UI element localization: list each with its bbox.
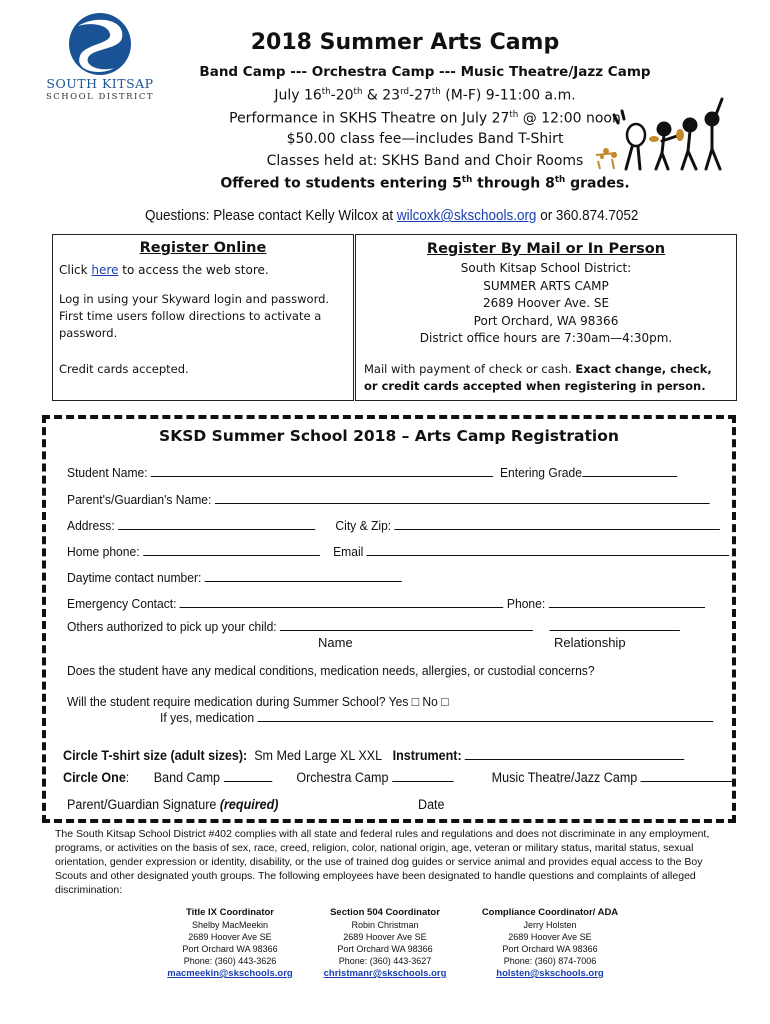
student-name-row: Student Name: Entering Grade (67, 464, 677, 480)
city-zip-field[interactable] (395, 517, 720, 530)
date-label: Date (418, 797, 445, 812)
coordinator-section-504: Section 504 Coordinator Robin Christman 2689 Hoover Ave SE Port Orchard WA 98366 Phone: (360) 443-3627 christmanr@skschools.org (323, 907, 447, 979)
coordinator-title-ix: Title IX Coordinator Shelby MacMeekin 2689 Hoover Ave SE Port Orchard WA 98366 Phone: (360) 443-3626 macmeekin@skschools.org (167, 907, 293, 979)
music-theatre-option[interactable]: Music Theatre/Jazz Camp (491, 770, 638, 785)
instrument-field[interactable] (465, 747, 684, 760)
signature-row: Parent/Guardian Signature (required) (67, 797, 279, 812)
contact-email-link[interactable]: wilcoxk@skschools.org (396, 208, 537, 224)
parent-name-row: Parent's/Guardian's Name: (67, 491, 710, 507)
band-camp-option[interactable]: Band Camp (153, 770, 221, 785)
questions-contact: Questions: Please contact Kelly Wilcox at wilcoxk@skschools.org or 360.874.7052 (145, 208, 639, 224)
name-caption: Name (318, 635, 353, 650)
coordinator-email-link[interactable]: macmeekin@skschools.org (167, 968, 293, 979)
district-logo (40, 12, 160, 107)
mail-payment-note: Mail with payment of check or cash. Exact change, check, or credit cards accepted when registering in person. (364, 361, 712, 393)
nondiscrimination-notice: The South Kitsap School District #402 complies with all state and federal rules and regulations and does not discriminate in any employment, programs, or activities on the basis of sex, race, creed, religion, color, national origin, age, veteran or military status, marital status, sexual orientation, gender expression or identity, disability, or the use of trained dog guides or service animal and provides equal access to the Boy Scouts and other designated youth groups. The following employees have been designated to handle questions and complaints of alleged discrimination: (55, 828, 710, 896)
daytime-row: Daytime contact number: (67, 569, 402, 585)
login-instructions: Log in using your Skyward login and password. First time users follow directions to activate a password. (59, 292, 330, 340)
mailing-address: South Kitsap School District: SUMMER ARTS CAMP 2689 Hoover Ave. SE Port Orchard, WA 98366 District office hours are 7:30am—4:30pm. (356, 260, 736, 348)
medication-field[interactable] (257, 709, 713, 722)
email-field[interactable] (367, 543, 730, 556)
daytime-number-field[interactable] (205, 569, 402, 582)
medical-question: Does the student have any medical conditions, medication needs, allergies, or custodial concerns? (67, 663, 595, 678)
emergency-row: Emergency Contact: Phone: (67, 595, 705, 611)
performance-info: Performance in SKHS Theatre on July 27th @ 12:00 noon (229, 110, 621, 127)
program-list: Band Camp --- Orchestra Camp --- Music Theatre/Jazz Camp (199, 64, 651, 80)
office-hours: District office hours are 7:30am—4:30pm. (419, 331, 673, 345)
web-store-link[interactable]: here (91, 263, 119, 277)
student-name-field[interactable] (151, 464, 493, 477)
address-row: Address: City & Zip: (67, 517, 720, 533)
logo-district-name: SOUTH KITSAP (46, 76, 154, 91)
camp-dates: July 16th-20th & 23rd-27th (M-F) 9-11:00 a.m. (274, 87, 576, 104)
pickup-relationship-field[interactable] (550, 618, 680, 631)
register-online-title: Register Online (139, 240, 267, 256)
medication-row: If yes, medication (160, 709, 713, 725)
camp-choice-row: Circle One: Band Camp Orchestra Camp Music Theatre/Jazz Camp (63, 769, 734, 785)
relationship-caption: Relationship (554, 635, 626, 650)
register-mail-title: Register By Mail or In Person (426, 241, 666, 257)
eligible-grades: Offered to students entering 5th through 8th grades. (220, 175, 630, 192)
register-online-box (52, 234, 354, 401)
coordinator-compliance-ada: Compliance Coordinator/ ADA Jerry Holsten 2689 Hoover Ave SE Port Orchard WA 98366 Phone: (360) 874-7006 holsten@skschools.org (481, 907, 619, 979)
logo-district-subname: SCHOOL DISTRICT (45, 92, 155, 102)
web-store-instructions: Click here to access the web store. (59, 263, 269, 277)
home-phone-field[interactable] (143, 543, 320, 556)
pickup-name-field[interactable] (280, 618, 533, 631)
entering-grade-field[interactable] (582, 464, 677, 477)
musicians-clipart-icon (592, 95, 737, 175)
tshirt-size-options[interactable]: Sm Med Large XL XXL (254, 748, 383, 763)
emergency-phone-field[interactable] (549, 595, 705, 608)
parent-name-field[interactable] (215, 491, 710, 504)
coordinator-email-link[interactable]: holsten@skschools.org (496, 968, 604, 979)
class-location: Classes held at: SKHS Band and Choir Rooms (266, 153, 584, 169)
address-field[interactable] (118, 517, 315, 530)
logo-swoosh-icon (40, 12, 160, 78)
credit-note: Credit cards accepted. (59, 362, 189, 376)
form-title: SKSD Summer School 2018 – Arts Camp Registration (159, 427, 619, 445)
class-fee: $50.00 class fee—includes Band T-Shirt (286, 131, 564, 147)
orchestra-camp-option[interactable]: Orchestra Camp (296, 770, 389, 785)
phone-email-row: Home phone: Email (67, 543, 729, 559)
page-title: 2018 Summer Arts Camp (250, 30, 560, 55)
pickup-row: Others authorized to pick up your child: (67, 618, 680, 634)
medication-question: Will the student require medication during Summer School? Yes □ No □ (67, 694, 449, 709)
coordinator-email-link[interactable]: christmanr@skschools.org (323, 968, 447, 979)
emergency-contact-field[interactable] (180, 595, 504, 608)
tshirt-row: Circle T-shirt size (adult sizes): Sm Med Large XL XXL Instrument: (63, 747, 685, 763)
register-mail-box (355, 234, 737, 401)
